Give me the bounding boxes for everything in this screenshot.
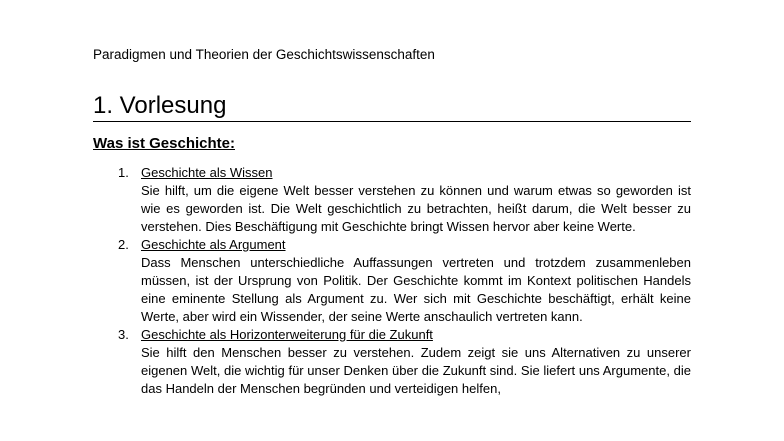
list-item-body: Sie hilft, um die eigene Welt besser verstehen zu können und warum etwas so geworden ist wie es geworden ist. Die Welt geschichtlich zu betrachten, heißt darum, die Welt besser zu verstehen. Dies Beschäftigung mit Geschichte bringt Wissen hervor aber keine Werte. <box>141 183 691 234</box>
list-item-body: Sie hilft den Menschen besser zu verstehen. Zudem zeigt sie uns Alternativen zu unserer eigenen Welt, die wichtig für unser Denken über die Zukunft sind. Sie liefert uns Argumente, die das Handeln der Menschen begründen und verteidigen helfen, <box>141 345 691 396</box>
list-item-heading: Geschichte als Wissen <box>141 165 273 180</box>
list-item <box>93 326 691 398</box>
list-item-heading: Geschichte als Horizonterweiterung für die Zukunft <box>141 327 433 342</box>
list-item-number: 2. <box>118 237 129 252</box>
list-item <box>93 164 691 236</box>
running-header: Paradigmen und Theorien der Geschichtswissenschaften <box>93 47 435 62</box>
list-item-number: 1. <box>118 165 129 180</box>
list-item-number: 3. <box>118 327 129 342</box>
numbered-list <box>93 164 691 398</box>
list-item <box>93 236 691 326</box>
list-item-heading: Geschichte als Argument <box>141 237 286 252</box>
list-item-body: Dass Menschen unterschiedliche Auffassungen vertreten und trotzdem zusammenleben müssen, ist der Ursprung von Politik. Der Geschichte kommt im Kontext politischen Handels eine eminente Stellung als Argument zu. Wer sich mit Geschichte beschäftigt, erhält keine Werte, aber wird ein Wissender, der seine Werte anschaulich vertreten kann. <box>141 255 691 324</box>
section-title: Was ist Geschichte: <box>93 135 235 152</box>
chapter-title: 1. Vorlesung <box>93 92 691 122</box>
